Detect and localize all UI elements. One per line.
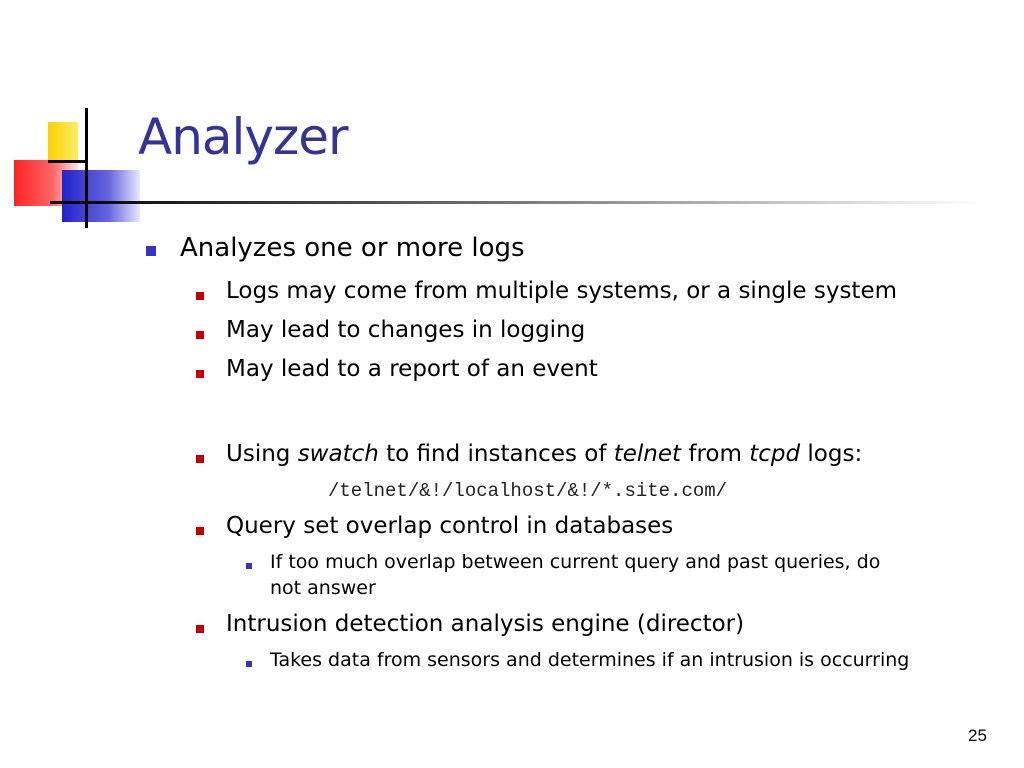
bullet-marker [196,292,204,300]
title-underline [50,201,980,204]
bullet-intrusion-detail: Takes data from sensors and determines if an intrusion is occurring [270,649,910,671]
bullet-analyzes-logs: Analyzes one or more logs [180,233,525,263]
bullet-swatch [226,441,862,467]
bullet-changes-logging: May lead to changes in logging [226,317,586,343]
telnet-term: telnet [613,441,682,467]
swatch-term: swatch [297,441,379,467]
bullet-query-overlap: Query set overlap control in databases [226,513,674,539]
bullet-overlap-detail-line2: not answer [270,577,376,599]
bullet-report-event: May lead to a report of an event [226,356,598,382]
slide-logo-graphic [0,0,140,240]
bullet-marker [196,527,204,535]
bullet-marker [196,331,204,339]
bullet-marker [246,563,252,569]
bullet-marker [196,455,204,463]
swatch-text-1: Using [226,441,298,467]
bullet-marker [246,661,252,667]
page-number: 25 [968,726,987,745]
bullet-overlap-detail-line1: If too much overlap between current query and past queries, do [270,551,881,573]
swatch-text-3: from [681,441,750,467]
bullet-marker [196,370,204,378]
slide-title: Analyzer [138,108,348,166]
bullet-marker [196,625,204,633]
bullet-logs-source: Logs may come from multiple systems, or a single system [226,278,897,304]
swatch-text-2: to find instances of [378,441,614,467]
bullet-marker [146,246,156,256]
swatch-pattern-code: /telnet/&!/localhost/&!/*.site.com/ [328,480,728,502]
swatch-text-4: logs: [800,441,863,467]
tcpd-term: tcpd [749,441,801,467]
bullet-intrusion-engine: Intrusion detection analysis engine (director) [226,611,745,637]
